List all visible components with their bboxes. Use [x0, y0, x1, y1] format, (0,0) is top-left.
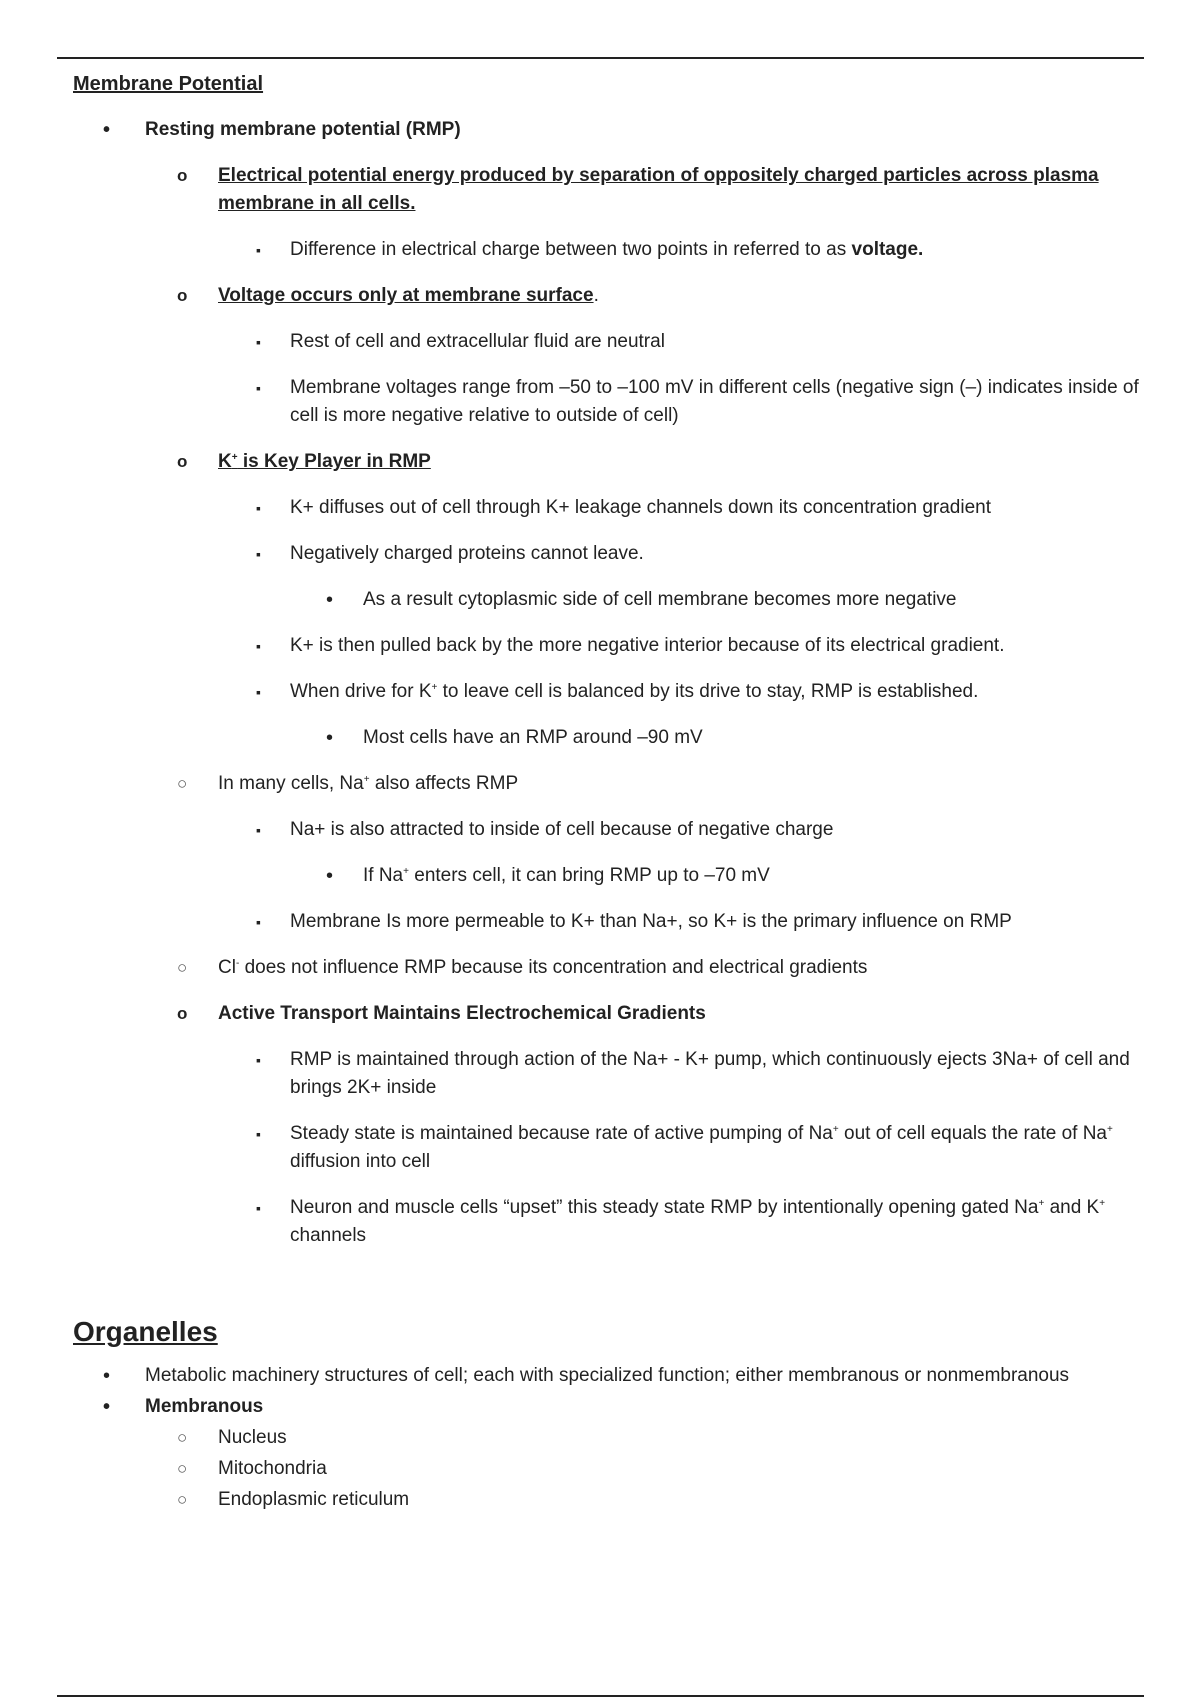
- footer-rule: [57, 1695, 1144, 1697]
- bullet-marker: •: [103, 1396, 111, 1418]
- list-item-permeable: ▪ Membrane Is more permeable to K+ than Na+, so K+ is the primary influence on RMP: [73, 908, 1153, 936]
- square-marker: ▪: [256, 822, 261, 838]
- list-item-machinery: • Metabolic machinery structures of cell; each with specialized function; either membranous or nonmembranous: [73, 1362, 1153, 1390]
- circle-marker: o: [177, 452, 188, 471]
- list-item-cytoplasmic: • As a result cytoplasmic side of cell membrane becomes more negative: [73, 586, 1153, 614]
- bullet-marker: •: [103, 1365, 111, 1387]
- bullet-marker: •: [326, 589, 334, 611]
- list-item-steady-state: ▪ Steady state is maintained because rate of active pumping of Na+ out of cell equals the rate of Na+ diffusion into cell: [73, 1120, 1153, 1176]
- section-title-membrane-potential: Membrane Potential: [73, 73, 264, 95]
- circle-marker: ○: [177, 1459, 188, 1478]
- list-item-nucleus: ○ Nucleus: [73, 1424, 1153, 1452]
- bullet-marker: •: [326, 865, 334, 887]
- square-marker: ▪: [256, 638, 261, 654]
- list-item-definition: o Electrical potential energy produced by separation of oppositely charged particles across plasma membrane in all cells.: [73, 162, 1153, 218]
- circle-marker: ○: [177, 774, 188, 793]
- square-marker: ▪: [256, 1200, 261, 1216]
- square-marker: ▪: [256, 914, 261, 930]
- section-title-organelles: Organelles: [73, 1316, 218, 1347]
- square-marker: ▪: [256, 1052, 261, 1068]
- list-item-k-balanced: ▪ When drive for K+ to leave cell is balanced by its drive to stay, RMP is established.: [73, 678, 1153, 706]
- bullet-marker: •: [326, 727, 334, 749]
- list-item-na-affects: ○ In many cells, Na+ also affects RMP: [73, 770, 1153, 798]
- square-marker: ▪: [256, 242, 261, 258]
- list-item-active-transport: o Active Transport Maintains Electrochemical Gradients: [73, 1000, 1153, 1028]
- list-item-na-enters: • If Na+ enters cell, it can bring RMP up to –70 mV: [73, 862, 1153, 890]
- list-item-voltage-surface: o Voltage occurs only at membrane surface.: [73, 282, 1153, 310]
- list-item-pump: ▪ RMP is maintained through action of the Na+ - K+ pump, which continuously ejects 3Na+ of cell and brings 2K+ inside: [73, 1046, 1153, 1102]
- circle-marker: ○: [177, 1428, 188, 1447]
- header-rule: [57, 57, 1144, 59]
- square-marker: ▪: [256, 546, 261, 562]
- document-page: [73, 70, 1153, 1517]
- list-item-membranous: • Membranous: [73, 1393, 1153, 1421]
- circle-marker: o: [177, 286, 188, 305]
- square-marker: ▪: [256, 684, 261, 700]
- list-item-mitochondria: ○ Mitochondria: [73, 1455, 1153, 1483]
- list-item-k-key-player: o K+ is Key Player in RMP: [73, 448, 1153, 476]
- list-item-k-diffuses: ▪ K+ diffuses out of cell through K+ leakage channels down its concentration gradient: [73, 494, 1153, 522]
- circle-marker: o: [177, 1004, 188, 1023]
- list-item-voltage-definition: ▪ Difference in electrical charge between two points in referred to as voltage.: [73, 236, 1153, 264]
- list-item-cl: ○ Cl- does not influence RMP because its concentration and electrical gradients: [73, 954, 1153, 982]
- list-item-na-attracted: ▪ Na+ is also attracted to inside of cell because of negative charge: [73, 816, 1153, 844]
- list-item-er: ○ Endoplasmic reticulum: [73, 1486, 1153, 1514]
- list-item-rmp-90: • Most cells have an RMP around –90 mV: [73, 724, 1153, 752]
- list-item-rmp: • Resting membrane potential (RMP): [73, 116, 1153, 144]
- circle-marker: ○: [177, 958, 188, 977]
- square-marker: ▪: [256, 380, 261, 396]
- square-marker: ▪: [256, 334, 261, 350]
- list-item-neutral: ▪ Rest of cell and extracellular fluid are neutral: [73, 328, 1153, 356]
- square-marker: ▪: [256, 500, 261, 516]
- list-item-voltage-range: ▪ Membrane voltages range from –50 to –100 mV in different cells (negative sign (–) indicates inside of cell is more negative relative to outside of cell): [73, 374, 1153, 430]
- list-item-k-pulled-back: ▪ K+ is then pulled back by the more negative interior because of its electrical gradient.: [73, 632, 1153, 660]
- circle-marker: o: [177, 166, 188, 185]
- square-marker: ▪: [256, 1126, 261, 1142]
- list-item-proteins: ▪ Negatively charged proteins cannot leave.: [73, 540, 1153, 568]
- bullet-marker: •: [103, 119, 111, 141]
- list-item-upset: ▪ Neuron and muscle cells “upset” this steady state RMP by intentionally opening gated Na+ and K+ channels: [73, 1194, 1153, 1250]
- circle-marker: ○: [177, 1490, 188, 1509]
